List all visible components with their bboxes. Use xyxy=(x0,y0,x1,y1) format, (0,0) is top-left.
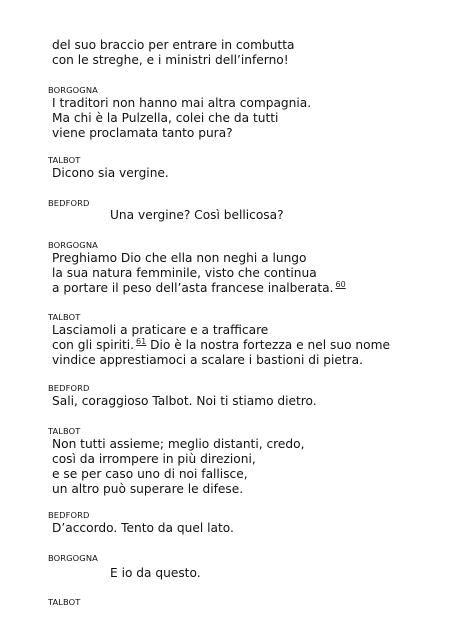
verse-line: Dicono sia vergine. xyxy=(52,166,169,180)
footnote-link[interactable]: 61 xyxy=(136,337,147,346)
speaker-name: BORGOGNA xyxy=(48,85,98,95)
speaker-name: TALBOT xyxy=(48,312,81,322)
speaker-name: TALBOT xyxy=(48,426,81,436)
verse-line: la sua natura femminile, visto che continua xyxy=(52,266,317,280)
verse-line: così da irrompere in più direzioni, xyxy=(52,452,256,466)
verse-line: Una vergine? Così bellicosa? xyxy=(110,208,284,222)
footnote-link[interactable]: 60 xyxy=(335,280,346,289)
verse-line: con le streghe, e i ministri dell’inferno! xyxy=(52,53,289,67)
verse-line: E io da questo. xyxy=(110,566,201,580)
speaker-name: TALBOT xyxy=(48,155,81,165)
speaker-name: BORGOGNA xyxy=(48,553,98,563)
verse-line: I traditori non hanno mai altra compagnia. xyxy=(52,96,312,110)
verse-line: D’accordo. Tento da quel lato. xyxy=(52,521,234,535)
verse-line: viene proclamata tanto pura? xyxy=(52,126,233,140)
verse-line: Sali, coraggioso Talbot. Noi ti stiamo dietro. xyxy=(52,394,317,408)
speaker-name: BORGOGNA xyxy=(48,240,98,250)
verse-text: a portare il peso dell’asta francese inalberata. xyxy=(52,281,334,295)
speaker-name: BEDFORD xyxy=(48,383,90,393)
verse-line xyxy=(52,338,390,354)
verse-line: Non tutti assieme; meglio distanti, credo, xyxy=(52,437,305,451)
verse-line xyxy=(52,281,346,297)
verse-text: Dio è la nostra fortezza e nel suo nome xyxy=(150,338,390,352)
verse-text: con gli spiriti. xyxy=(52,338,135,352)
speaker-name: BEDFORD xyxy=(48,510,90,520)
speaker-name: BEDFORD xyxy=(48,198,90,208)
verse-line: Ma chi è la Pulzella, colei che da tutti xyxy=(52,111,279,125)
verse-line: un altro può superare le difese. xyxy=(52,482,244,496)
speaker-name: TALBOT xyxy=(48,597,81,607)
verse-line: Lasciamoli a praticare e a trafficare xyxy=(52,323,269,337)
verse-line: vindice apprestiamoci a scalare i bastioni di pietra. xyxy=(52,353,363,367)
verse-line: del suo braccio per entrare in combutta xyxy=(52,38,295,52)
verse-line: e se per caso uno di noi fallisce, xyxy=(52,467,248,481)
verse-line: Preghiamo Dio che ella non neghi a lungo xyxy=(52,251,307,265)
